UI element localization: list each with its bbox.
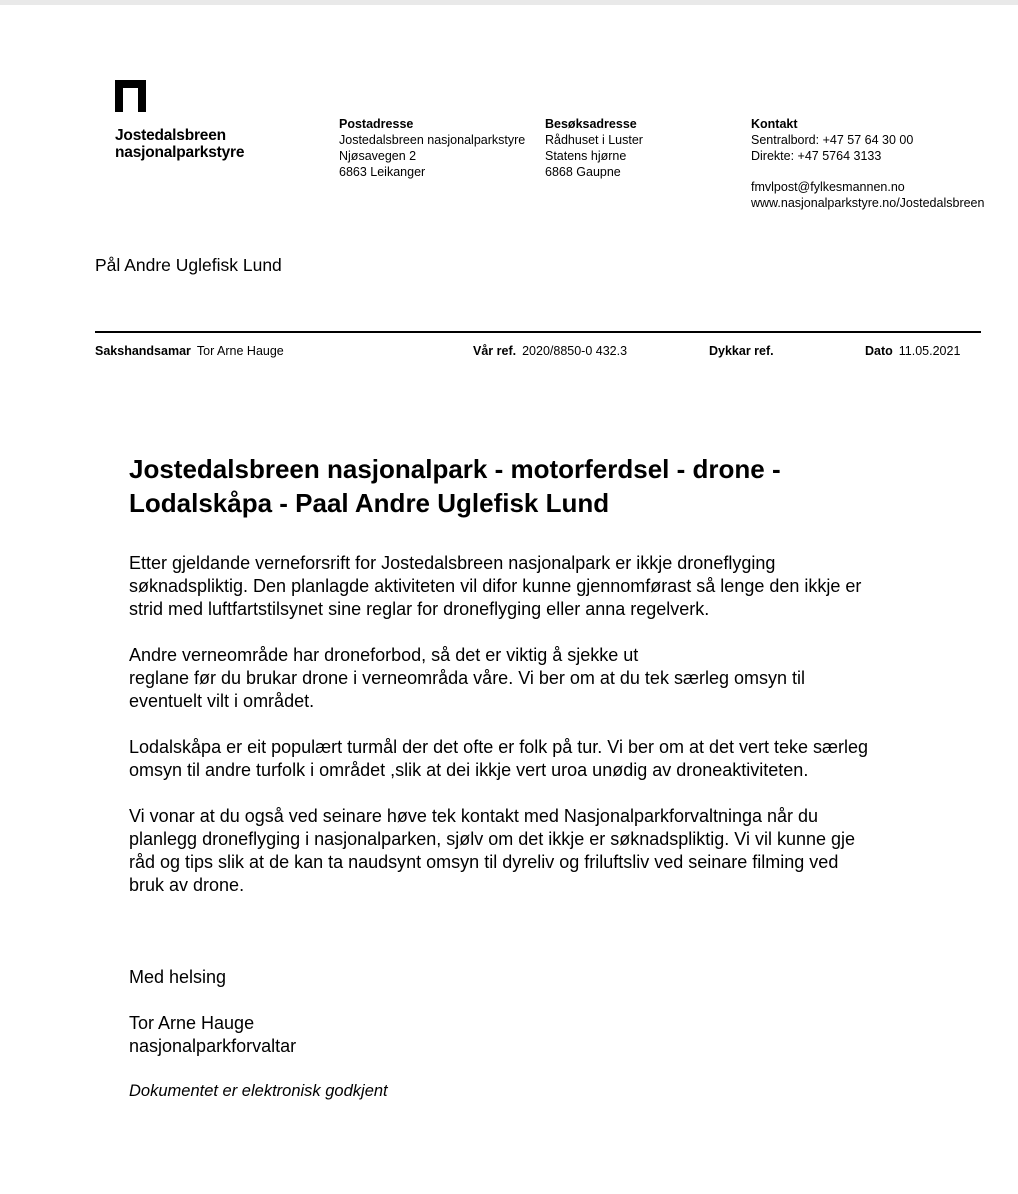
letter-title <box>129 452 989 520</box>
visiting-address-heading: Besøksadresse <box>545 117 637 131</box>
paragraph-line: strid med luftfartstilsynet sine reglar for droneflyging eller anna regelverk. <box>129 599 710 619</box>
our-reference-value: 2020/8850-0 432.3 <box>522 344 628 358</box>
paragraph-line: Vi vonar at du også ved seinare høve tek kontakt med Nasjonalparkforvaltninga når du <box>129 806 819 826</box>
org-name-line1: Jostedalsbreen <box>115 127 226 144</box>
title-line: Lodalskåpa - Paal Andre Uglefisk Lund <box>129 488 610 518</box>
paragraph-line: bruk av drone. <box>129 875 245 895</box>
park-logo-icon <box>115 80 146 112</box>
recipient-name: Pål Andre Uglefisk Lund <box>95 255 282 275</box>
contact-switchboard: Sentralbord: +47 57 64 30 00 <box>751 133 914 147</box>
title-line: Jostedalsbreen nasjonalpark - motorferdsel - drone - <box>129 454 781 484</box>
body-paragraph-2 <box>129 644 969 713</box>
organization-name <box>115 127 244 161</box>
signer-role: nasjonalparkforvaltar <box>129 1036 297 1056</box>
contact-heading: Kontakt <box>751 117 798 131</box>
paragraph-line: planlegg droneflyging i nasjonalparken, sjølv om det ikkje er søknadspliktig. Vi vil kunne gje <box>129 829 856 849</box>
postal-address-line: 6863 Leikanger <box>339 165 426 179</box>
body-paragraph-4 <box>129 805 969 897</box>
contact-direct: Direkte: +47 5764 3133 <box>751 149 882 163</box>
case-officer <box>95 344 284 358</box>
postal-address-heading: Postadresse <box>339 117 414 131</box>
org-name-line2: nasjonalparkstyre <box>115 144 245 161</box>
paragraph-line: eventuelt vilt i området. <box>129 691 315 711</box>
paragraph-line: råd og tips slik at de kan ta naudsynt omsyn til dyreliv og friluftsliv ved seinare filming ved <box>129 852 839 872</box>
top-border <box>0 0 1018 5</box>
date-value: 11.05.2021 <box>898 344 961 358</box>
electronic-approval-note: Dokumentet er elektronisk godkjent <box>129 1082 388 1100</box>
postal-address-line: Jostedalsbreen nasjonalparkstyre <box>339 133 526 147</box>
body-paragraph-1 <box>129 552 969 621</box>
visiting-address-line: Statens hjørne <box>545 149 627 163</box>
visiting-address-line: Rådhuset i Luster <box>545 133 643 147</box>
contact-email[interactable]: fmvlpost@fylkesmannen.no <box>751 180 905 194</box>
visiting-address-line: 6868 Gaupne <box>545 165 621 179</box>
paragraph-line: omsyn til andre turfolk i området ,slik at dei ikkje vert uroa unødig av droneaktiviteten. <box>129 760 809 780</box>
contact-info <box>751 116 984 211</box>
letter-date <box>865 344 960 358</box>
visiting-address <box>545 116 643 180</box>
case-officer-value: Tor Arne Hauge <box>196 344 284 358</box>
our-reference-label: Vår ref. <box>473 344 517 358</box>
paragraph-line: søknadspliktig. Den planlagde aktiviteten vil difor kunne gjennomførast så lenge den ikkje er <box>129 576 862 596</box>
postal-address <box>339 116 525 180</box>
header-divider <box>95 331 981 333</box>
closing-greeting: Med helsing <box>129 967 227 987</box>
your-reference-label: Dykkar ref. <box>709 344 774 358</box>
case-officer-label: Sakshandsamar <box>95 344 191 358</box>
paragraph-line: Lodalskåpa er eit populært turmål der det ofte er folk på tur. Vi ber om at det vert teke særleg <box>129 737 869 757</box>
your-reference <box>709 344 780 358</box>
our-reference <box>473 344 627 358</box>
contact-website[interactable]: www.nasjonalparkstyre.no/Jostedalsbreen <box>751 196 985 210</box>
paragraph-line: Etter gjeldande verneforsrift for Jostedalsbreen nasjonalpark er ikkje droneflyging <box>129 553 776 573</box>
paragraph-line: reglane før du brukar drone i verneområda våre. Vi ber om at du tek særleg omsyn til <box>129 668 805 688</box>
postal-address-line: Njøsavegen 2 <box>339 149 417 163</box>
signer-name: Tor Arne Hauge <box>129 1013 255 1033</box>
date-label: Dato <box>865 344 893 358</box>
paragraph-line: Andre verneområde har droneforbod, så det er viktig å sjekke ut <box>129 645 639 665</box>
body-paragraph-3 <box>129 736 969 782</box>
